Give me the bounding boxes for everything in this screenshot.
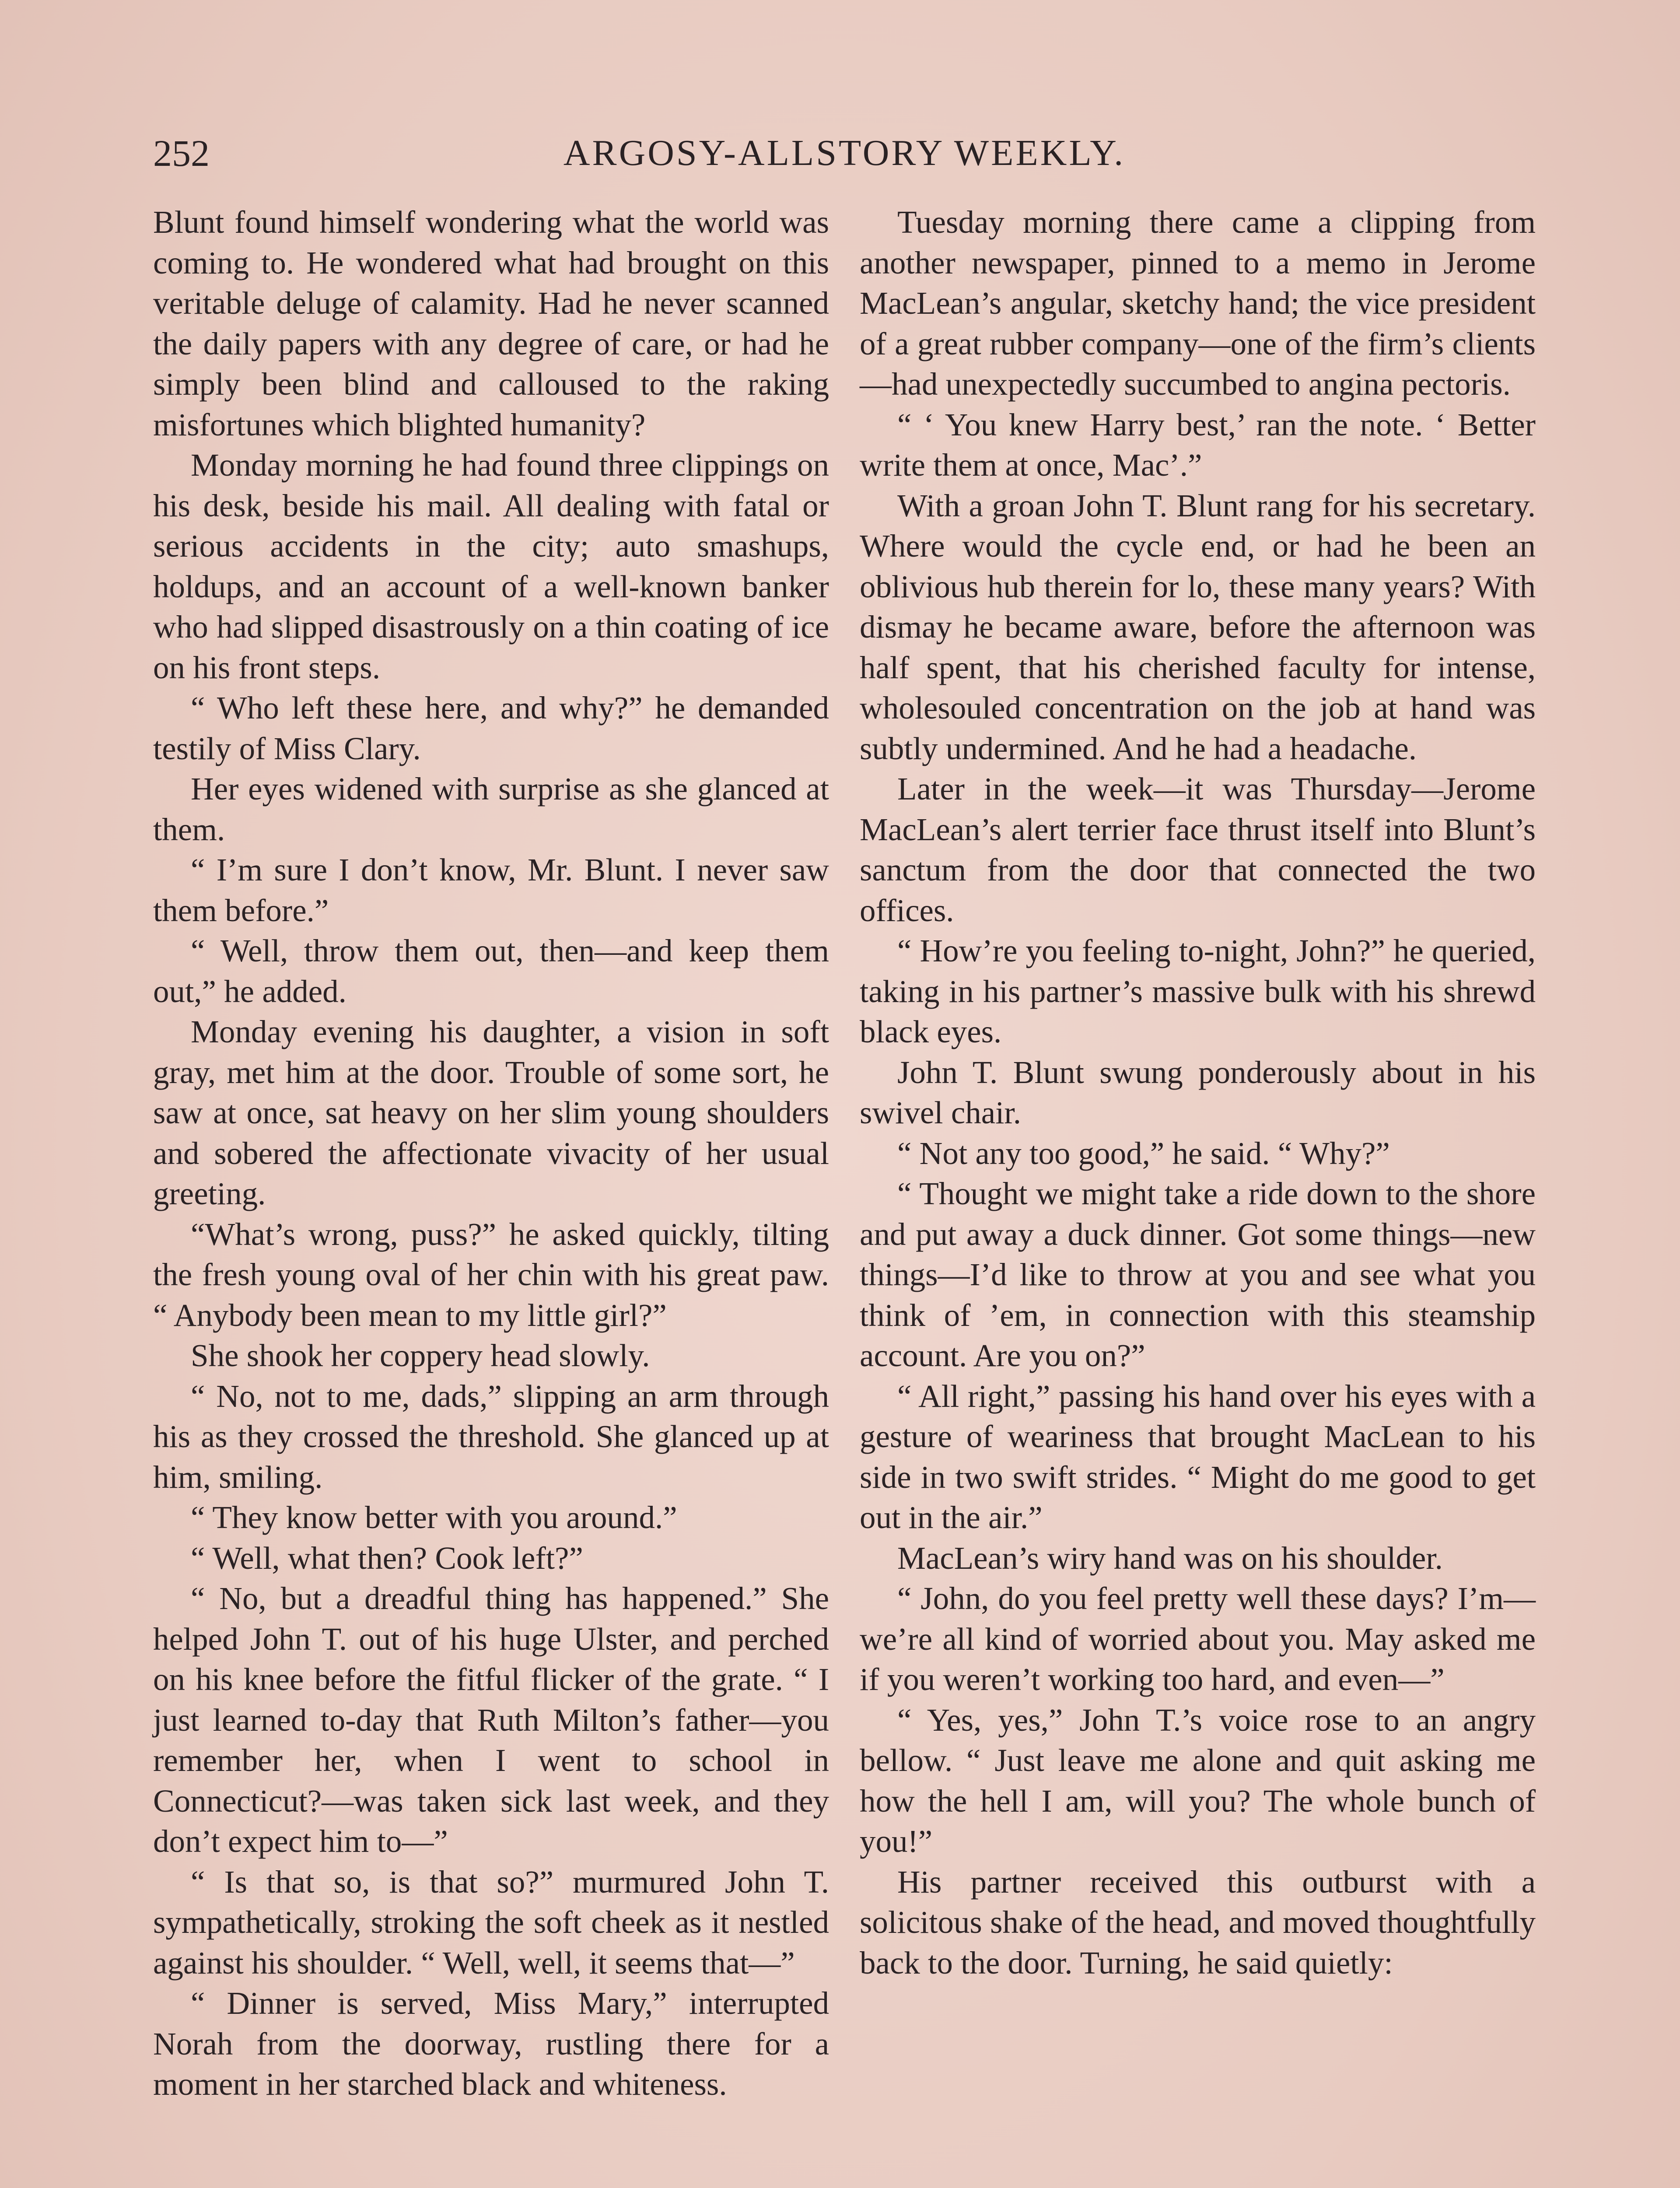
paragraph: “ I’m sure I don’t know, Mr. Blunt. I never saw them before.”	[153, 852, 829, 928]
paragraph: “ Well, throw them out, then—and keep them out,” he added.	[153, 933, 829, 1009]
paragraph: “ All right,” passing his hand over his eyes with a gesture of weariness that brought MacLean to his side in two swift strides. “ Might do me good to get out in the air.”	[860, 1378, 1536, 1535]
paragraph: John T. Blunt swung ponderously about in his swivel chair.	[860, 1054, 1536, 1130]
paragraph: With a groan John T. Blunt rang for his secretary. Where would the cycle end, or had he been an oblivious hub therein for lo, these many years? With dismay he became aware, before the afternoon was half spent, that his cherished faculty for intense, wholesouled concentration on the job at hand was subtly undermined. And he had a headache.	[860, 487, 1536, 766]
paragraph: Her eyes widened with surprise as she glanced at them.	[153, 771, 829, 847]
paragraph: “ Yes, yes,” John T.’s voice rose to an angry bellow. “ Just leave me alone and quit asking me how the hell I am, will you? The whole bunch of you!”	[860, 1702, 1536, 1859]
paragraph: Monday evening his daughter, a vision in soft gray, met him at the door. Trouble of some sort, he saw at once, sat heavy on her slim young shoulders and sobered the affectionate vivacity of her usual greeting.	[153, 1014, 829, 1211]
paragraph: “ Is that so, is that so?” murmured John T. sympathetically, stroking the soft cheek as it nestled against his shoulder. “ Well, well, it seems that—”	[153, 1864, 829, 1981]
paragraph: “ Dinner is served, Miss Mary,” interrupted Norah from the doorway, rustling there for a moment in her starched black and whiteness.	[153, 1985, 829, 2102]
paragraph: “ Thought we might take a ride down to the shore and put away a duck dinner. Got some things—new things—I’d like to throw at you and see what you think of ’em, in connection with this steamship account. Are you on?”	[860, 1176, 1536, 1373]
left-column	[153, 202, 829, 2105]
paragraph: “ No, not to me, dads,” slipping an arm through his as they crossed the threshold. She glanced up at him, smiling.	[153, 1378, 829, 1495]
paragraph: “ Who left these here, and why?” he demanded testily of Miss Clary.	[153, 690, 829, 766]
page-number: 252	[153, 132, 210, 174]
paragraph: Later in the week—it was Thursday—Jerome MacLean’s alert terrier face thrust itself into Blunt’s sanctum from the door that connected the two offices.	[860, 771, 1536, 928]
paragraph: Monday morning he had found three clippings on his desk, beside his mail. All dealing with fatal or serious accidents in the city; auto smashups, holdups, and an account of a well-known banker who had slipped disastrously on a thin coating of ice on his front steps.	[153, 447, 829, 685]
paragraph: She shook her coppery head slowly.	[191, 1338, 650, 1373]
paragraph: “What’s wrong, puss?” he asked quickly, tilting the fresh young oval of her chin with his great paw. “ Anybody been mean to my little girl?”	[153, 1216, 829, 1333]
right-column	[860, 202, 1536, 1983]
paragraph: “ No, but a dreadful thing has happened.” She helped John T. out of his huge Ulster, and perched on his knee before the fitful flicker of the grate. “ I just learned to-day that Ruth Milton’s father—you remember her, when I went to school in Connecticut?—was taken sick last week, and they don’t expect him to—”	[153, 1581, 829, 1859]
paragraph: Blunt found himself wondering what the world was coming to. He wondered what had brought on this veritable deluge of calamity. Had he never scanned the daily papers with any degree of care, or had he simply been blind and calloused to the raking misfortunes which blighted humanity?	[153, 204, 829, 442]
paragraph: “ ‘ You knew Harry best,’ ran the note. ‘ Better write them at once, Mac’.”	[860, 407, 1536, 483]
page-header	[153, 127, 1536, 184]
paragraph: “ Not any too good,” he said. “ Why?”	[897, 1135, 1390, 1171]
paragraph: “ They know better with you around.”	[191, 1500, 677, 1535]
paragraph: MacLean’s wiry hand was on his shoulder.	[897, 1540, 1443, 1576]
paragraph: “ How’re you feeling to-night, John?” he queried, taking in his partner’s massive bulk with his shrewd black eyes.	[860, 933, 1536, 1049]
paragraph: Tuesday morning there came a clipping from another newspaper, pinned to a memo in Jerome MacLean’s angular, sketchy hand; the vice president of a great rubber company—one of the firm’s clients—had unexpectedly succumbed to angina pectoris.	[860, 204, 1536, 402]
running-head: ARGOSY-ALLSTORY WEEKLY.	[563, 133, 1126, 173]
paragraph: His partner received this outburst with a solicitous shake of the head, and moved thoughtfully back to the door. Turning, he said quietly:	[860, 1864, 1536, 1981]
paragraph: “ John, do you feel pretty well these days? I’m—we’re all kind of worried about you. May asked me if you weren’t working too hard, and even—”	[860, 1581, 1536, 1697]
paragraph: “ Well, what then? Cook left?”	[191, 1540, 583, 1576]
